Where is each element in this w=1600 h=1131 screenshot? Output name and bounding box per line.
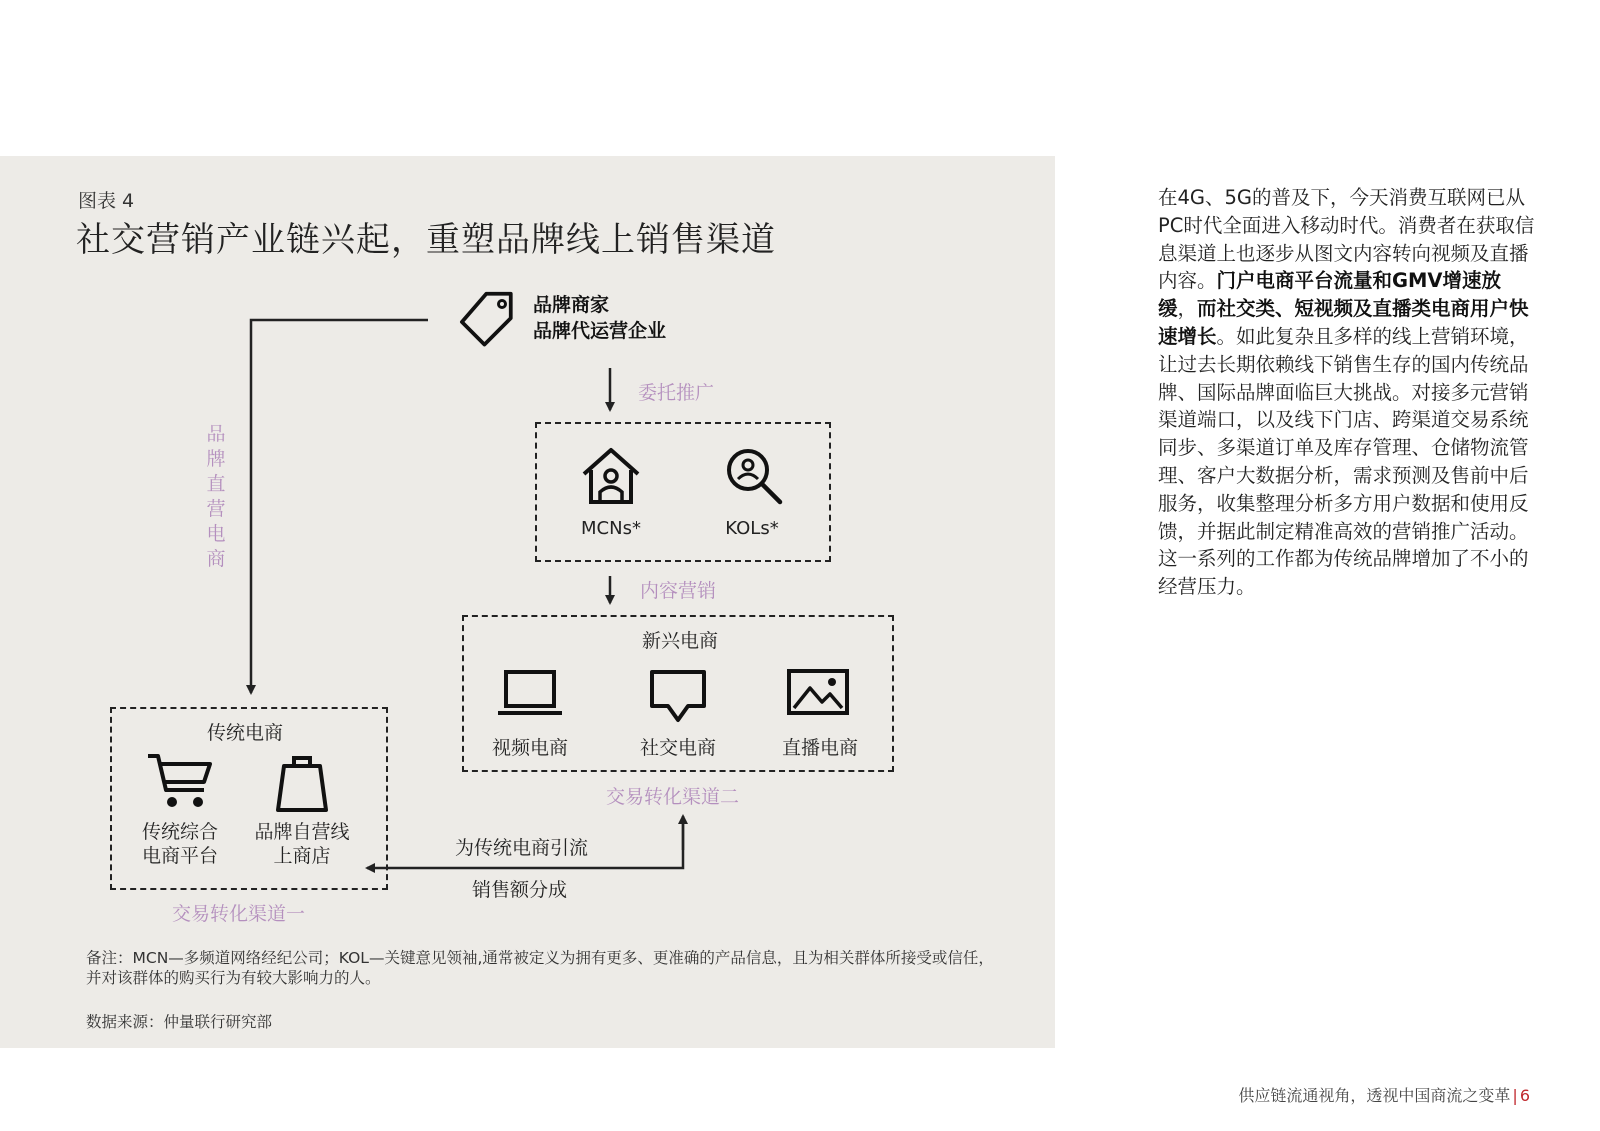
revenue-share-label: 销售额分成 — [472, 879, 568, 901]
kol-label: KOLs* — [725, 518, 779, 539]
brand-entity — [533, 292, 666, 344]
live-ecommerce-label: 直播电商 — [781, 737, 858, 759]
chat-bubble-icon — [648, 668, 708, 726]
image-icon — [786, 668, 850, 718]
body-text-1: 在4G、5G的普及下，今天消费互联网已从PC时代全面进入移动时代。消费者在获取信息渠道上也逐步从图文内容转向视频及直播内容。 — [1158, 186, 1535, 293]
channel-two-label: 交易转化渠道二 — [606, 786, 740, 808]
traditional-title: 传统电商 — [206, 722, 283, 744]
body-text-3: 。如此复杂且多样的线上营销环境，让过去长期依赖线下销售生存的国内传统品牌、国际品牌面临巨大挑战。对接多元营销渠道端口，以及线下门店、跨渠道交易系统同步、多渠道订单及库存管理、仓储物流管理、客户大数据分析，需求预测及售前中后服务，收集整理分析多方用户数据和使用反馈，并据此制定精准高效的营销推广活动。这一系列的工作都为传统品牌增加了不小的经营压力。 — [1158, 324, 1529, 599]
page-number: 6 — [1519, 1086, 1530, 1105]
brand-store-line2: 上商店 — [273, 845, 331, 867]
emerging-title: 新兴电商 — [641, 630, 718, 652]
content-marketing-label: 内容营销 — [640, 580, 717, 602]
mcn-house-icon — [580, 446, 642, 506]
price-tag-icon — [458, 290, 520, 352]
brand-store-line1: 品牌自营线 — [254, 821, 350, 843]
figure-label: 图表 4 — [78, 190, 135, 212]
channel-one-label: 交易转化渠道一 — [172, 903, 306, 925]
mcn-label: MCNs* — [581, 518, 641, 539]
video-ecommerce-label: 视频电商 — [491, 737, 568, 759]
footer-title: 供应链流通视角，透视中国商流之变革 — [1238, 1086, 1511, 1105]
figure-title: 社交营销产业链兴起，重塑品牌线上销售渠道 — [76, 220, 776, 260]
traditional-platform-label — [130, 820, 230, 868]
brand-line1: 品牌商家 — [533, 294, 610, 316]
body-bold-1: 门户电商平台流量和GMV增速放缓 — [1158, 269, 1502, 321]
laptop-icon — [496, 668, 564, 718]
body-paragraph — [1158, 184, 1538, 601]
traffic-label: 为传统电商引流 — [455, 837, 589, 859]
page-footer — [1238, 1083, 1530, 1106]
kol-search-icon — [724, 446, 784, 506]
traditional-platform-line1: 传统综合 — [141, 821, 218, 843]
footer-separator: | — [1512, 1086, 1518, 1105]
shopping-cart-icon — [146, 752, 214, 812]
social-ecommerce-label: 社交电商 — [639, 737, 716, 759]
shopping-bag-icon — [274, 752, 330, 814]
traditional-platform-line2: 电商平台 — [141, 845, 218, 867]
brand-store-label — [246, 820, 358, 868]
brand-direct-label: 品牌直营电商 — [206, 423, 226, 570]
brand-line2: 品牌代运营企业 — [533, 320, 667, 342]
figure-note: 备注：MCN—多频道网络经纪公司；KOL—关键意见领袖,通常被定义为拥有更多、更准确的产品信息，且为相关群体所接受或信任，并对该群体的购买行为有较大影响力的人。 — [86, 949, 994, 987]
data-source: 数据来源：仲量联行研究部 — [86, 1013, 273, 1031]
body-text-2: ， — [1177, 297, 1198, 321]
delegate-label: 委托推广 — [638, 382, 715, 404]
brand-direct-connector — [251, 320, 428, 693]
body-bold-2: 而社交类、短视频及直播类电商用户快速增长 — [1158, 297, 1529, 348]
